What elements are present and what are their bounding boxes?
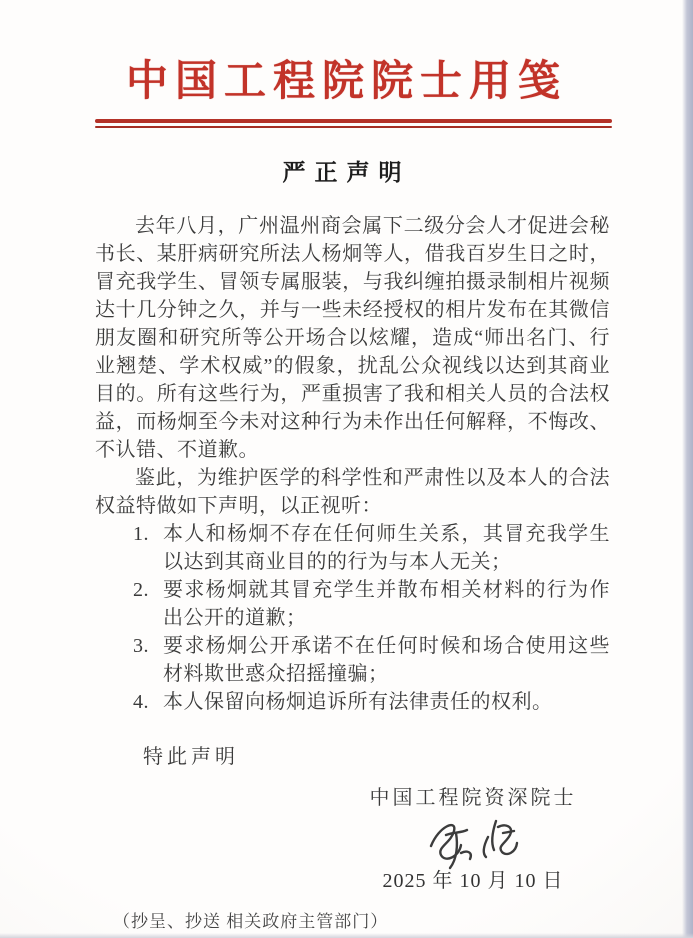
statement-title: 严正声明	[282, 160, 411, 186]
list-item-number: 4.	[133, 691, 149, 714]
paragraph-background: 去年八月，广州温州商会属下二级分会人才促进会秘书长、某肝病研究所法人杨炯等人，借我百岁生日之时，冒充我学生、冒领专属服装，与我纠缠拍摄录制相片视频达十几分钟之久，并与一些未经授权的相片发布在其微信朋友圈和研究所等公开场合以炫耀，造成“师出名门、行业翘楚、学术权威”的假象，扰乱公众视线以达到其商业目的。所有这些行为，严重损害了我和相关人员的合法权益，而杨炯至今未对这种行为未作出任何解释，不悔改、不认错、不道歉。	[95, 215, 610, 462]
photo-page-edge-bottom	[0, 933, 693, 938]
handwritten-signature-icon	[417, 814, 529, 870]
list-item	[133, 520, 610, 576]
letterhead-title: 中国工程院院士用笺	[125, 59, 567, 105]
header-rule-thin	[95, 126, 612, 128]
declaration-list	[95, 520, 610, 716]
closing-statement: 特此声明	[143, 746, 239, 769]
list-item	[133, 688, 610, 716]
list-item-text: 本人和杨炯不存在任何师生关系，其冒充我学生以达到其商业目的的行为与本人无关；	[163, 523, 610, 574]
signoff-title: 中国工程院资深院士	[369, 787, 577, 810]
list-item	[133, 576, 610, 632]
signoff-block	[343, 781, 603, 893]
header-rule	[95, 119, 612, 128]
date: 2025 年 10 月 10 日	[382, 870, 564, 893]
cc-note: （抄呈、抄送 相关政府主管部门）	[113, 912, 389, 932]
list-item-number: 2.	[133, 579, 149, 602]
list-item-number: 3.	[133, 635, 149, 658]
list-item-number: 1.	[133, 523, 149, 546]
list-item	[133, 632, 610, 688]
statement-body	[95, 212, 610, 716]
list-item-text: 要求杨炯公开承诺不在任何时候和场合使用这些材料欺世惑众招摇撞骗；	[163, 635, 610, 686]
list-item-text: 本人保留向杨炯追诉所有法律责任的权利。	[163, 691, 553, 714]
header-rule-thick	[95, 119, 612, 123]
paragraph-declaration-intro: 鉴此，为维护医学的科学性和严肃性以及本人的合法权益特做如下声明，以正视听：	[95, 467, 610, 518]
list-item-text: 要求杨炯就其冒充学生并散布相关材料的行为作出公开的道歉；	[163, 579, 610, 630]
photo-page-edge-right	[682, 0, 693, 938]
